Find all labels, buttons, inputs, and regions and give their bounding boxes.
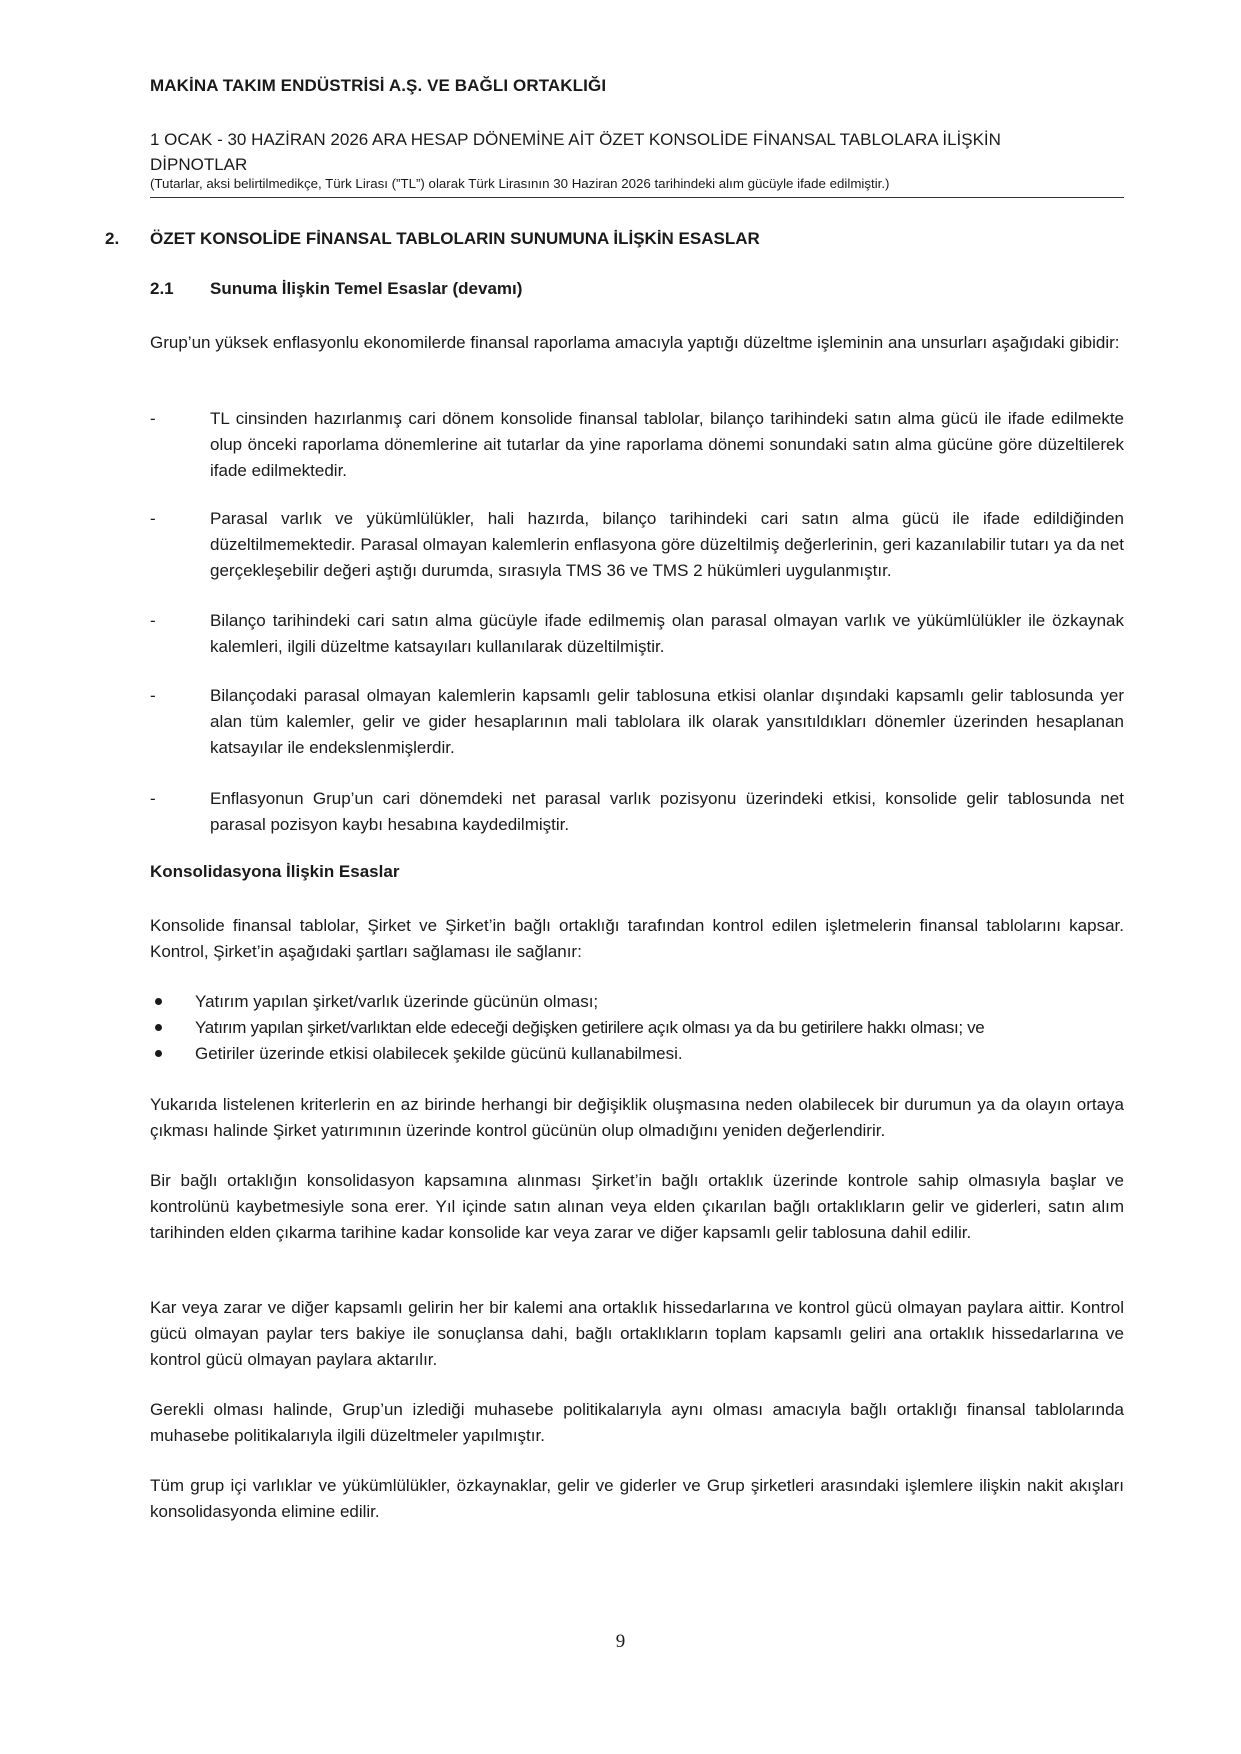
dash-list-item-text: Enflasyonun Grup’un cari dönemdeki net parasal varlık pozisyonu üzerindeki etkisi, konsolide gelir tablosunda net parasal pozisyon kaybı hesabına kaydedilmiştir. [210, 789, 1124, 834]
consolidation-paragraph: Bir bağlı ortaklığın konsolidasyon kapsamına alınması Şirket’in bağlı ortaklık üzerinde kontrole sahip olmasıyla başlar ve kontrolünü kaybetmesiyle sona erer. Yıl içinde satın alınan veya elden çıkarılan bağlı ortaklıkların gelir ve giderleri, satın alım tarihinden elden çıkarma tarihine kadar konsolide kar veya zarar ve diğer kapsamlı gelir tablosuna dahil edilir. [150, 1171, 1124, 1242]
dash-marker: - [150, 409, 156, 428]
consolidation-paragraph: Konsolide finansal tablolar, Şirket ve Şirket’in bağlı ortaklığı tarafından kontrol edilen işletmelerin finansal tablolarını kapsar. Kontrol, Şirket’in aşağıdaki şartları sağlaması ile sağlanır: [150, 916, 1124, 961]
dash-list-item-text: Bilanço tarihindeki cari satın alma gücüyle ifade edilmemiş olan parasal olmayan varlık ve yükümlülükler ile özkaynak kalemleri, ilgili düzeltme katsayıları kullanılarak düzeltilmiştir. [210, 611, 1124, 656]
dash-list-item-text: Bilançodaki parasal olmayan kalemlerin kapsamlı gelir tablosuna etkisi olanlar dışındaki kapsamlı gelir tablosunda yer alan tüm kalemler, gelir ve gider hesaplarının mali tablolara ilk olarak yansıtıldıkları dönemler üzerinden hesaplanan katsayılar ile endekslenmişlerdir. [210, 686, 1124, 757]
bullet-list-item [150, 1015, 1124, 1041]
bullet-list-item [150, 989, 1124, 1015]
intro-paragraph: Grup’un yüksek enflasyonlu ekonomilerde finansal raporlama amacıyla yaptığı düzeltme işleminin ana unsurları aşağıdaki gibidir: [150, 333, 1120, 352]
report-title: 1 OCAK - 30 HAZİRAN 2026 ARA HESAP DÖNEMİNE AİT ÖZET KONSOLİDE FİNANSAL TABLOLARA İLİŞKİN DİPNOTLAR [150, 130, 1001, 174]
dash-marker: - [150, 509, 156, 528]
consolidation-paragraph: Kar veya zarar ve diğer kapsamlı gelirin her bir kalemi ana ortaklık hissedarlarına ve kontrol gücü olmayan paylara aittir. Kontrol gücü olmayan paylar ters bakiye ile sonuçlansa dahi, bağlı ortaklıkların toplam kapsamlı geliri ana ortaklık hissedarlarına ve kontrol gücü olmayan paylara aktarılır. [150, 1298, 1124, 1369]
bullet-dot-icon [155, 1024, 162, 1031]
dash-list-item-text: Parasal varlık ve yükümlülükler, hali hazırda, bilanço tarihindeki cari satın alma gücü ile ifade edildiğinden düzeltilmemektedir. Parasal olmayan kalemlerin enflasyona göre düzeltilmiş değerlerinin, geri kazanılabilir tutarı ya da net gerçekleşebilir değeri aştığı durumda, sırasıyla TMS 36 ve TMS 2 hükümleri uygulanmıştır. [210, 509, 1124, 580]
section-title: ÖZET KONSOLİDE FİNANSAL TABLOLARIN SUNUMUNA İLİŞKİN ESASLAR [150, 229, 760, 248]
bullet-list-item-text: Getiriler üzerinde etkisi olabilecek şekilde gücünü kullanabilmesi. [195, 1044, 683, 1063]
subsection-number: 2.1 [150, 279, 174, 298]
consolidation-heading: Konsolidasyona İlişkin Esaslar [150, 862, 400, 881]
subsection-title: Sunuma İlişkin Temel Esaslar (devamı) [210, 279, 523, 298]
section-number: 2. [105, 229, 120, 248]
bullet-list-item [150, 1041, 1124, 1067]
header-divider [150, 197, 1124, 198]
bullet-list-item-text: Yatırım yapılan şirket/varlıktan elde edeceği değişken getirilere açık olması ya da bu getirilere hakkı olması; ve [195, 1018, 985, 1037]
consolidation-paragraph: Gerekli olması halinde, Grup’un izlediği muhasebe politikalarıyla aynı olması amacıyla bağlı ortaklığı finansal tablolarında muhasebe politikalarıyla ilgili düzeltmeler yapılmıştır. [150, 1400, 1124, 1445]
company-name: MAKİNA TAKIM ENDÜSTRİSİ A.Ş. VE BAĞLI ORTAKLIĞI [150, 76, 607, 95]
consolidation-paragraph: Tüm grup içi varlıklar ve yükümlülükler, özkaynaklar, gelir ve giderler ve Grup şirketleri arasındaki işlemlere ilişkin nakit akışları konsolidasyonda elimine edilir. [150, 1476, 1124, 1521]
dash-marker: - [150, 686, 156, 705]
dash-marker: - [150, 611, 156, 630]
dash-list-item-text: TL cinsinden hazırlanmış cari dönem konsolide finansal tablolar, bilanço tarihindeki satın alma gücü ile ifade edilmekte olup önceki raporlama dönemlerine ait tutarlar da yine raporlama dönemi sonundaki satın alma gücüne göre düzeltilerek ifade edilmektedir. [210, 409, 1124, 480]
dash-marker: - [150, 789, 156, 808]
bullet-list-item-text: Yatırım yapılan şirket/varlık üzerinde gücünün olması; [195, 992, 599, 1011]
page-number: 9 [615, 1631, 626, 1652]
bullet-dot-icon [155, 1050, 162, 1057]
consolidation-paragraph: Yukarıda listelenen kriterlerin en az birinde herhangi bir değişiklik oluşmasına neden olabilecek bir durumun ya da olayın ortaya çıkması halinde Şirket yatırımının üzerinde kontrol gücünün olup olmadığını yeniden değerlendirir. [150, 1095, 1124, 1140]
currency-note: (Tutarlar, aksi belirtilmedikçe, Türk Lirası (”TL”) olarak Türk Lirasının 30 Haziran 2026 tarihindeki alım gücüyle ifade edilmiştir.) [150, 176, 890, 191]
bullet-dot-icon [155, 998, 162, 1005]
